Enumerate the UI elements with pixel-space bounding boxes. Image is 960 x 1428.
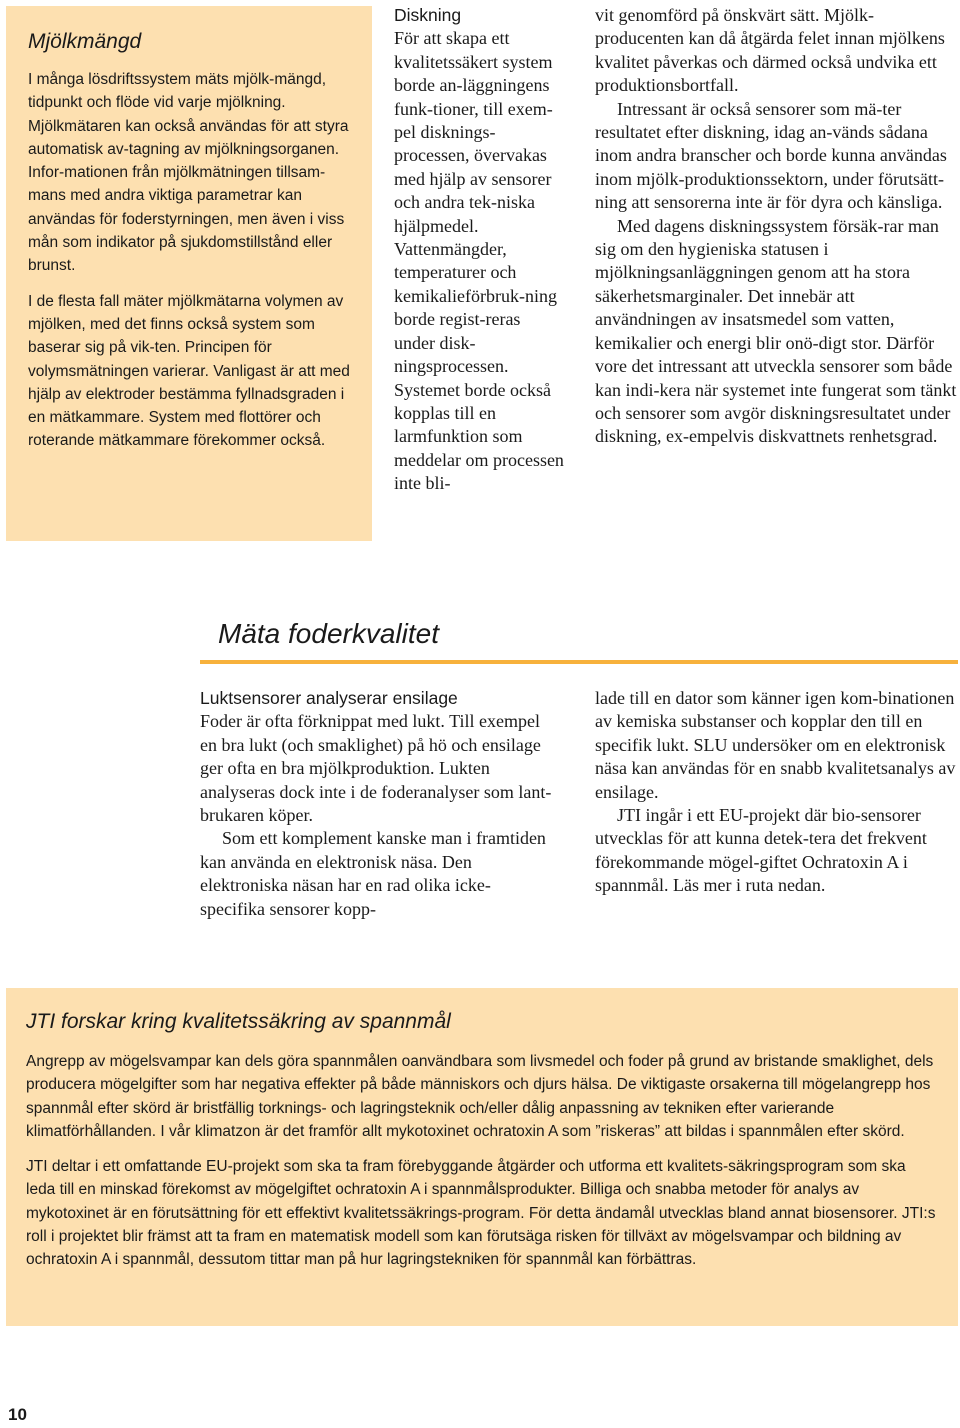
diskning-column-2-paragraph-2: Intressant är också sensorer som mä-ter resultatet efter diskning, idag an-vänds sådana inom andra branscher och borde kunna användas inom mjölk-produktionssektorn, under förutsätt-ning att sensorerna inte är för dyra och känsliga. — [595, 98, 947, 213]
jti-sidebar-paragraph-2: JTI deltar i ett omfattande EU-projekt som ska ta fram förebyggande åtgärder och utforma ett kvalitets-säkringsprogram som ska leda till en minskad förekomst av mögelgiftet ochratoxin A i spannmålsprodukter. Billiga och snabba metoder för analys av mykotoxinet är en förutsättning för ett effektivt kvalitetssäkrings-program. För detta ändamål utvecklas bland annat biosensorer. JTI:s roll i projektet blir främst att ta fram en matematisk modell som kan förutsäga risken för tillväxt av mögelsvampar och bildning av ochratoxin A i spannmål, dessutom tittar man på hur lagringstekniken för spannmål kan förbättras. — [26, 1158, 936, 1269]
diskning-column-2-paragraph-3: Med dagens diskningssystem försäk-rar man sig om den hygieniska statusen i mjölkningsanläggningen genom att ha stora säkerhetsmarginaler. Det innebär att användningen av insatsmedel som vatten, kemikalier och energi blir onö-digt stor. Därför vore det intressant att utveckla sensorer som både kan indi-kera när systemet inte fungerat som tänkt och sensorer som avgör diskningsresultatet under diskning, ex-empelvis diskvattnets renhetsgrad. — [595, 215, 957, 447]
milk-sidebar-paragraph-1: I många lösdriftssystem mäts mjölk-mängd, tidpunkt och flöde vid varje mjölkning. Mjölkmätaren kan också användas för att styra automatisk av-tagning av mjölkningsorganen. Infor-mationen från mjölkmätningen tillsam-mans med andra viktiga parametrar kan användas för foderstyrningen, men även i viss mån som indikator på sjukdomstillstånd eller brunst. — [28, 71, 349, 275]
section-title: Mäta foderkvalitet — [218, 618, 439, 649]
section-column-2 — [595, 687, 957, 898]
jti-sidebar-box — [6, 988, 958, 1326]
section-rule — [200, 660, 958, 664]
diskning-column-2 — [595, 4, 957, 449]
section-column-1-paragraph-2: Som ett komplement kanske man i framtiden kan använda en elektronisk näsa. Den elektroniska näsan har en rad olika icke-specifika sensorer kopp- — [200, 828, 546, 919]
section-column-2-paragraph-2: JTI ingår i ett EU-projekt där bio-sensorer utvecklas för att kunna detek-tera det frekvent förekommande mögel-giftet Ochratoxin A i spannmål. Läs mer i ruta nedan. — [595, 805, 927, 896]
diskning-heading: Diskning — [394, 5, 462, 25]
section-column-2-paragraph-1: lade till en dator som känner igen kom-binationen av kemiska substanser och kopplar den till en specifik lukt. SLU undersöker om en elektronisk näsa kan användas för en snabb kvalitetsanalys av ensilage. — [595, 688, 956, 802]
page-number: 10 — [8, 1405, 27, 1424]
section-column-1-paragraph-1: Foder är ofta förknippat med lukt. Till exempel en bra lukt (och smaklighet) på hö och ensilage ger ofta en bra mjölkproduktion. Lukten analyseras dock inte i de foderanalyser som lant-brukaren köper. — [200, 711, 552, 826]
milk-sidebar-paragraph-2: I de flesta fall mäter mjölkmätarna volymen av mjölken, med det finns också system som baserar sig på vik-ten. Principen för volymsmätningen varierar. Vanligast är att med hjälp av elektroder bestämma fyllnadsgraden i en mätkammare. System med flottörer och roterande mätkammare förekommer också. — [28, 292, 350, 450]
milk-sidebar-heading: Mjölkmängd — [28, 30, 142, 53]
diskning-column-1 — [394, 4, 564, 496]
jti-sidebar-paragraph-1: Angrepp av mögelsvampar kan dels göra spannmålen oanvändbara som livsmedel och foder på grund av bristande smaklighet, dels producera mögelgifter som har negativa effekter på både människors och djurs hälsa. De viktigaste orsakerna till mögelangrepp hos spannmål efter skörd är bristfällig torknings- och lagringsteknik och/eller dålig anpassning av tekniken efter varierande klimatförhållanden. I vår klimatzon är det framför allt mykotoxinet ochratoxin A som ”riskeras” att bildas i spannmålen efter skörd. — [26, 1053, 934, 1140]
section-column-1 — [200, 687, 552, 921]
diskning-column-1-text: För att skapa ett kvalitetssäkert system borde an-läggningens funk-tioner, till exem-pel disknings-processen, övervakas med hjälp av sensorer och andra tek-niska hjälpmedel. Vattenmängder, temperaturer och kemikalieförbruk-ning borde regist-reras under disk-ningsprocessen. Systemet borde också kopplas till en larmfunktion som meddelar om processen inte bli- — [394, 28, 564, 494]
milk-sidebar-box — [6, 6, 372, 541]
jti-sidebar-heading: JTI forskar kring kvalitetssäkring av spannmål — [26, 1010, 451, 1033]
diskning-column-2-paragraph-1: vit genomförd på önskvärt sätt. Mjölk-producenten kan då åtgärda felet innan mjölkens kvalitet påverkas och därmed också undvika ett produktionsbortfall. — [595, 5, 945, 96]
section-subheading: Luktsensorer analyserar ensilage — [200, 688, 458, 708]
